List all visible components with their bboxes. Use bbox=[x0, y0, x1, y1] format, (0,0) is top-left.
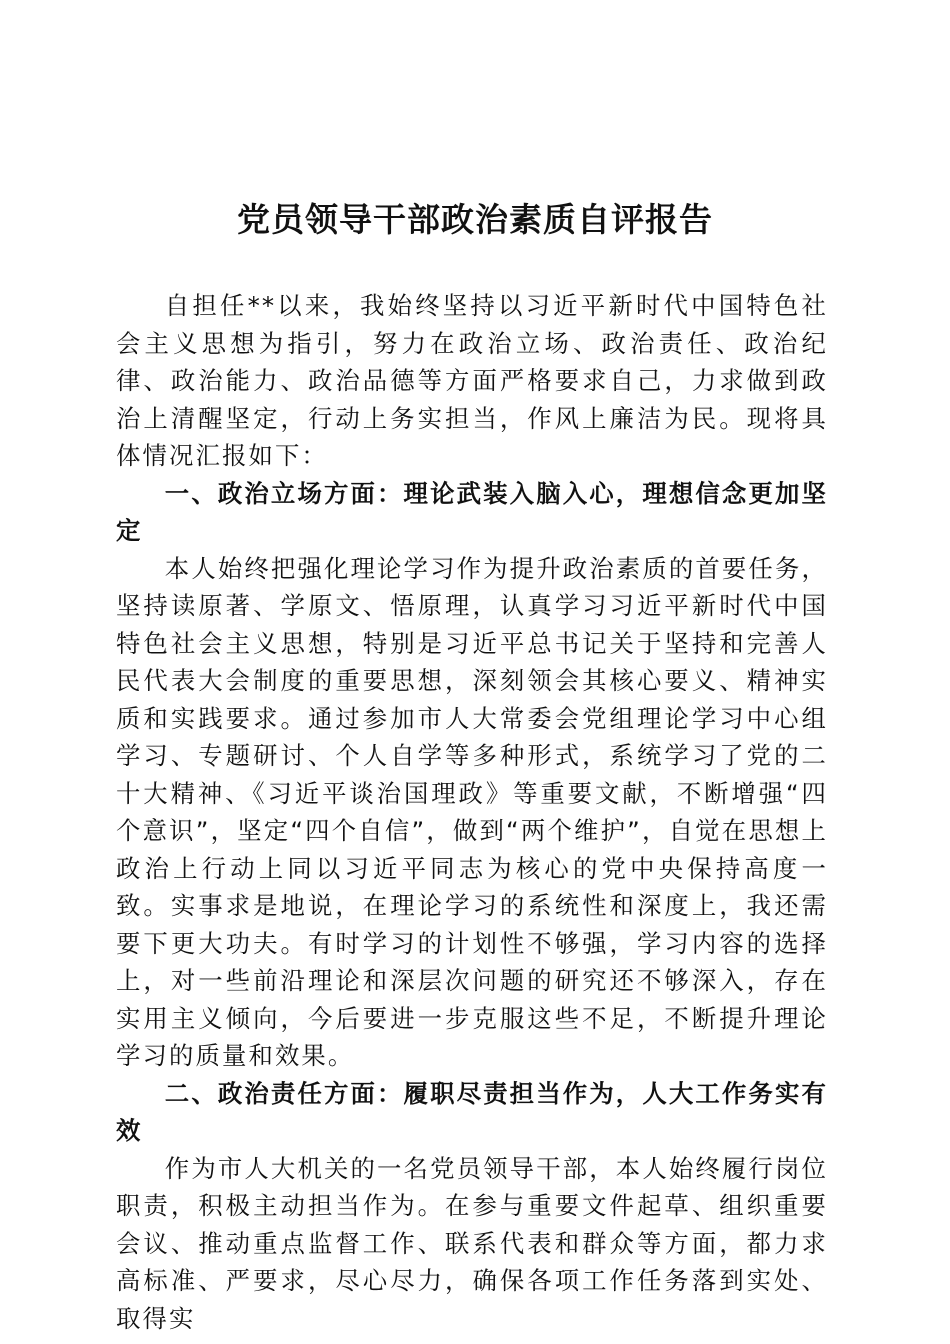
document-body bbox=[116, 287, 828, 1337]
section-body-political-stance: 本人始终把强化理论学习作为提升政治素质的首要任务，坚持读原著、学原文、悟原理，认真学习习近平新时代中国特色社会主义思想，特别是习近平总书记关于坚持和完善人民代表大会制度的重要思想，深刻领会其核心要义、精神实质和实践要求。通过参加市人大常委会党组理论学习中心组学习、专题研讨、个人自学等多种形式，系统学习了党的二十大精神、《习近平谈治国理政》等重要文献，不断增强“四个意识”，坚定“四个自信”，做到“两个维护”，自觉在思想上政治上行动上同以习近平同志为核心的党中央保持高度一致。实事求是地说，在理论学习的系统性和深度上，我还需要下更大功夫。有时学习的计划性不够强，学习内容的选择上，对一些前沿理论和深层次问题的研究还不够深入，存在实用主义倾向，今后要进一步克服这些不足，不断提升理论学习的质量和效果。 bbox=[116, 553, 828, 1070]
document-title: 党员领导干部政治素质自评报告 bbox=[237, 200, 713, 239]
section-heading-political-stance: 一、政治立场方面：理论武装入脑入心，理想信念更加坚定 bbox=[116, 478, 828, 545]
section-heading-political-responsibility: 二、政治责任方面：履职尽责担当作为，人大工作务实有效 bbox=[116, 1078, 828, 1145]
section-body-political-responsibility: 作为市人大机关的一名党员领导干部，本人始终履行岗位职责，积极主动担当作为。在参与重要文件起草、组织重要会议、推动重点监督工作、联系代表和群众等方面，都力求高标准、严要求，尽心尽力，确保各项工作任务落到实处、取得实 bbox=[116, 1153, 828, 1333]
intro-paragraph: 自担任**以来，我始终坚持以习近平新时代中国特色社会主义思想为指引，努力在政治立场、政治责任、政治纪律、政治能力、政治品德等方面严格要求自己，力求做到政治上清醒坚定，行动上务实担当，作风上廉洁为民。现将具体情况汇报如下： bbox=[116, 291, 828, 470]
